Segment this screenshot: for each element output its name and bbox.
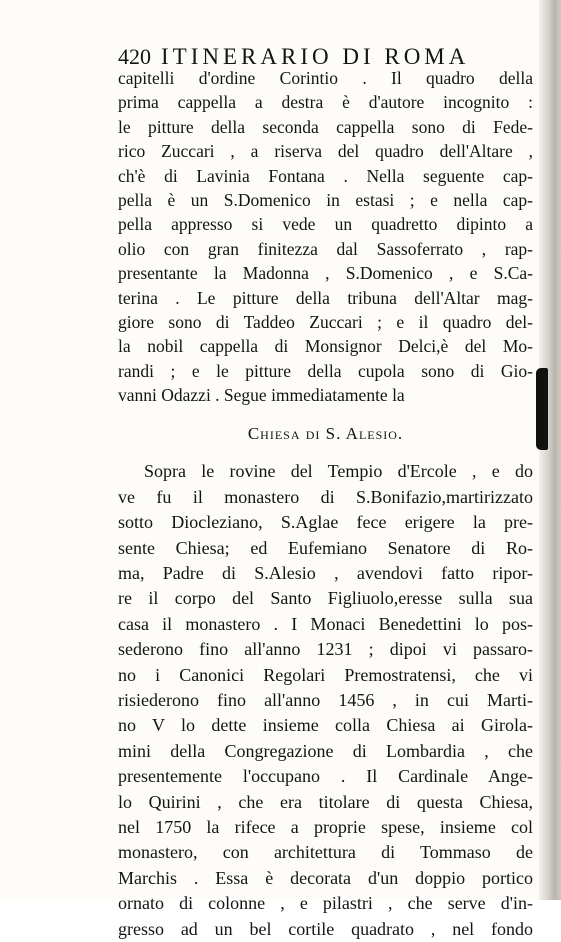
text-line: presentante la Madonna , S.Domenico , e S.Ca- <box>118 263 533 284</box>
text-line: pella è un S.Domenico in estasi ; e nella cap- <box>118 189 533 210</box>
text-line: presentemente l'occupano . Il Cardinale Ange- <box>118 766 533 787</box>
body-text <box>118 66 533 942</box>
text-line: re il corpo del Santo Figliuolo,eresse sulla sua <box>118 588 533 609</box>
text-line: monastero, con architettura di Tommaso de <box>118 842 533 863</box>
text-line: nel 1750 la rifece a proprie spese, insieme col <box>118 816 533 837</box>
text-line: le pitture della seconda cappella sono di Fede- <box>118 116 533 137</box>
text-line: ma, Padre di S.Alesio , avendovi fatto ripor- <box>118 563 533 584</box>
ink-smudge <box>536 368 548 450</box>
text-line: sotto Diocleziano, S.Aglae fece erigere la pre- <box>118 512 533 533</box>
paragraph-1 <box>118 66 533 407</box>
text-line: terina . Le pitture della tribuna dell'Altar mag- <box>118 287 533 308</box>
text-line: gresso ad un bel cortile quadrato , nel fondo <box>118 918 533 939</box>
running-title: ITINERARIO DI ROMA <box>161 44 470 69</box>
text-line: vanni Odazzi . Segue immediatamente la <box>118 385 405 406</box>
text-line: capitelli d'ordine Corintio . Il quadro della <box>118 68 533 88</box>
text-line: prima cappella a destra è d'autore incognito : <box>118 92 533 113</box>
page-number: 420 <box>118 44 151 69</box>
text-line: ve fu il monastero di S.Bonifazio,martirizzato <box>118 486 533 507</box>
text-line: la nobil cappella di Monsignor Delci,è del Mo- <box>118 336 533 357</box>
text-line: randi ; e le pitture della cupola sono di Gio- <box>118 360 533 381</box>
text-line: rico Zuccari , a riserva del quadro dell'Altare , <box>118 141 533 162</box>
section-heading: Chiesa di S. Alesio. <box>247 424 404 444</box>
page-gutter <box>539 0 561 900</box>
text-line: no V lo dette insieme colla Chiesa ai Girola- <box>118 715 533 736</box>
text-line: ornato di colonne , e pilastri , che serve d'in- <box>118 893 533 914</box>
text-line: risiederono fino all'anno 1456 , in cui Marti- <box>118 689 533 710</box>
text-line: ch'è di Lavinia Fontana . Nella seguente cap- <box>118 165 533 186</box>
text-line: sederono fino all'anno 1231 ; dipoi vi passaro- <box>118 639 533 660</box>
text-line: giore sono di Taddeo Zuccari ; e il quadro del- <box>118 311 533 332</box>
text-line: lo Quirini , che era titolare di questa Chiesa, <box>118 791 533 812</box>
text-line: pella appresso si vede un quadretto dipinto a <box>118 214 533 235</box>
text-line: no i Canonici Regolari Premostratensi, che vi <box>118 664 533 685</box>
text-line: Marchis . Essa è decorata d'un doppio portico <box>118 867 533 888</box>
text-line: Sopra le rovine del Tempio d'Ercole , e do <box>144 461 533 482</box>
text-line: mini della Congregazione di Lombardia , che <box>118 740 533 761</box>
paragraph-2 <box>118 459 533 941</box>
text-line: olio con gran finitezza dal Sassoferrato , rap- <box>118 238 533 259</box>
text-line: sente Chiesa; ed Eufemiano Senatore di Ro- <box>118 537 533 558</box>
text-line: casa il monastero . I Monaci Benedettini lo pos- <box>118 613 533 634</box>
